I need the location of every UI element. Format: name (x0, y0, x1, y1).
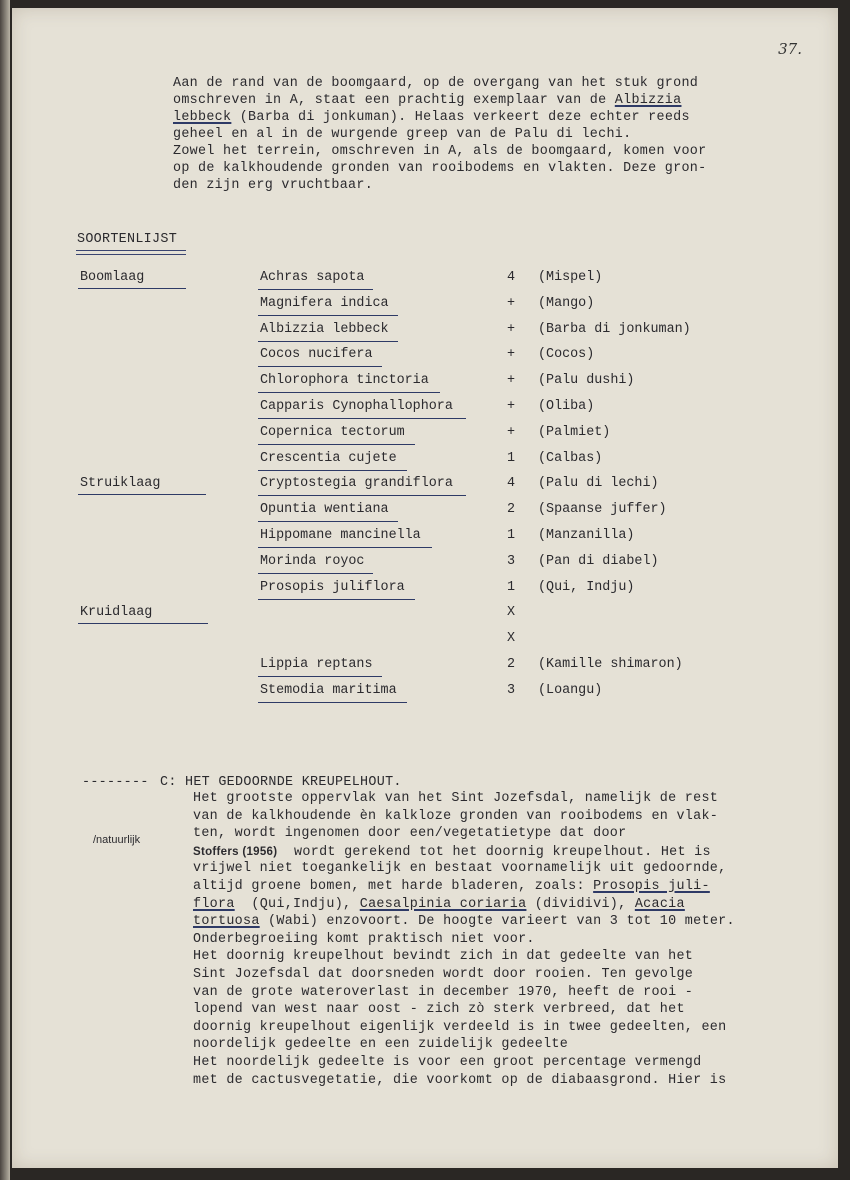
species-name: Cryptostegia grandiflora (260, 476, 453, 492)
text-line (193, 1020, 726, 1036)
species-name-underline (258, 366, 382, 367)
layer-underline (78, 288, 186, 289)
species-name-underlined: Caesalpinia coriaria (359, 896, 527, 912)
species-name-underlined: flora (193, 896, 235, 912)
layer-underline (78, 494, 206, 495)
species-name-underline (258, 289, 373, 290)
text-run: Aan de rand van de boomgaard, op de overgang van het stuk grond (173, 76, 699, 91)
text-run: op de kalkhoudende gronden van rooibodems en vlakten. Deze gron- (173, 161, 707, 176)
text-line (193, 844, 711, 861)
text-run: vrijwel niet toegankelijk en bestaat voornamelijk uit gedoornde, (193, 861, 727, 877)
species-name: Albizzia lebbeck (260, 321, 389, 337)
abundance-value: 4 (506, 476, 516, 492)
abundance-value: + (506, 321, 516, 337)
species-name: Crescentia cujete (260, 450, 397, 466)
common-name: (Calbas) (538, 450, 603, 466)
species-name-underline (258, 444, 415, 445)
text-run: doornig kreupelhout eigenlijk verdeeld is in twee gedeelten, een (193, 1019, 727, 1035)
abundance-value: 1 (506, 450, 516, 466)
text-run: omschreven in A, staat een prachtig exemplaar van de (173, 93, 615, 108)
text-line (193, 932, 535, 948)
species-name-underline (258, 315, 398, 316)
text-run: Zowel het terrein, omschreven in A, als de boomgaard, komen voor (173, 144, 707, 159)
common-name: (Palmiet) (538, 424, 611, 440)
species-row (12, 683, 832, 705)
species-name: Lippia reptans (260, 657, 373, 672)
species-row (12, 580, 832, 602)
species-row (12, 347, 832, 369)
text-run: van de kalkhoudende èn kalkloze gronden van rooibodems en vlak- (193, 808, 719, 824)
abundance-value: + (506, 347, 516, 363)
text-run: met de cactusvegetatie, die voorkomt op de diabaasgrond. Hier is (193, 1072, 727, 1088)
document-page (12, 8, 838, 1168)
text-line (173, 127, 631, 143)
species-row (12, 296, 832, 318)
common-name: (Palu di lechi) (538, 476, 659, 492)
layer-label: Struiklaag (80, 476, 161, 492)
common-name: (Mango) (538, 295, 595, 311)
text-line (193, 791, 718, 807)
species-name-underline (258, 495, 466, 496)
text-run: geheel en al in de wurgende greep van de Palu di lechi. (173, 127, 632, 142)
species-row (12, 399, 832, 421)
text-line (173, 76, 698, 92)
species-name-underlined: Prosopis juli- (593, 879, 710, 894)
text-line (173, 161, 706, 177)
text-line (193, 879, 710, 895)
species-name: Stemodia maritima (260, 682, 397, 698)
common-name: (Spaanse juffer) (538, 502, 667, 518)
common-name: (Palu dushi) (538, 373, 635, 389)
abundance-value: + (506, 424, 516, 440)
species-name-underlined: Acacia (634, 896, 685, 912)
text-run: Het grootste oppervlak van het Sint Jozefsdal, namelijk de rest (193, 791, 719, 806)
abundance-value: 1 (506, 579, 516, 595)
species-name-underline (258, 702, 407, 703)
text-line (173, 144, 706, 160)
species-name: Chlorophora tinctoria (260, 373, 429, 389)
text-line (173, 178, 373, 194)
species-name-underlined: tortuosa (193, 914, 260, 930)
species-name-underline (258, 547, 432, 548)
common-name: (Pan di diabel) (538, 553, 659, 569)
text-line (193, 967, 693, 983)
text-line (173, 110, 690, 126)
text-run: den zijn erg vruchtbaar. (173, 178, 374, 193)
species-row (12, 270, 832, 292)
species-name-underline (258, 392, 440, 393)
species-name-underline (258, 573, 373, 574)
text-run: wordt gerekend tot het doornig kreupelhout. Het is (277, 844, 711, 860)
species-row (12, 322, 832, 344)
species-name-underline (258, 418, 466, 419)
abundance-value: 3 (506, 553, 516, 569)
section-title: C: HET GEDOORNDE KREUPELHOUT. (160, 775, 402, 790)
species-row (12, 425, 832, 447)
citation: Stoffers (1956) (193, 845, 278, 858)
species-row (12, 554, 832, 576)
layer-label: Boomlaag (80, 270, 145, 285)
species-row (12, 657, 832, 679)
common-name: (Mispel) (538, 270, 603, 285)
page-number: 37. (778, 40, 802, 58)
text-run: (Wabi) enzovoort. De hoogte varieert van 3 tot 10 meter. (259, 914, 735, 930)
text-line (193, 1073, 726, 1089)
text-line (193, 861, 726, 877)
species-row (12, 451, 832, 473)
species-name-underline (258, 341, 398, 342)
text-line (193, 1002, 685, 1018)
abundance-value: X (506, 631, 516, 647)
text-line (193, 1037, 568, 1053)
abundance-value: + (506, 295, 516, 311)
text-run: Het noordelijk gedeelte is voor een groot percentage vermengd (193, 1055, 702, 1070)
abundance-value: 4 (506, 270, 516, 285)
text-run: (dividivi), (526, 896, 635, 912)
text-run: (Qui,Indju), (234, 896, 360, 912)
species-name: Magnifera indica (260, 295, 389, 311)
text-line (193, 949, 693, 965)
common-name: (Oliba) (538, 399, 595, 414)
species-row (12, 502, 832, 524)
common-name: (Barba di jonkuman) (538, 321, 691, 337)
species-heading: SOORTENLIJST (77, 232, 178, 247)
text-line (193, 897, 685, 913)
species-name: Capparis Cynophallophora (260, 399, 453, 414)
text-line (173, 93, 681, 109)
text-run: Het doornig kreupelhout bevindt zich in dat gedeelte van het (193, 949, 694, 965)
common-name: (Qui, Indju) (538, 579, 635, 595)
species-name: Hippomane mancinella (260, 528, 421, 543)
species-row (12, 605, 832, 627)
species-name: Cocos nucifera (260, 347, 373, 363)
common-name: (Manzanilla) (538, 528, 635, 543)
abundance-value: 2 (506, 502, 516, 518)
section-dashes: -------- (82, 775, 149, 790)
species-heading-underline (76, 250, 186, 255)
species-name: Morinda royoc (260, 553, 365, 569)
text-run: (Barba di jonkuman). Helaas verkeert deze echter reeds (231, 110, 690, 125)
abundance-value: 1 (506, 528, 516, 543)
species-name-underlined: Albizzia (614, 93, 682, 108)
text-line (193, 1055, 701, 1071)
common-name: (Cocos) (538, 347, 595, 363)
text-line (193, 826, 626, 842)
species-name: Achras sapota (260, 270, 365, 285)
species-row (12, 528, 832, 550)
species-row (12, 476, 832, 498)
species-name-underlined: lebbeck (173, 110, 232, 125)
layer-label: Kruidlaag (80, 605, 153, 621)
species-name: Prosopis juliflora (260, 579, 405, 595)
binding-edge (0, 0, 10, 1180)
text-run: van de grote wateroverlast in december 1970, heeft de rooi - (193, 984, 694, 1000)
text-run: Sint Jozefsdal dat doorsneden wordt door rooien. Ten gevolge (193, 967, 694, 982)
species-name: Copernica tectorum (260, 424, 405, 440)
margin-note: /natuurlijk (93, 834, 141, 846)
species-name: Opuntia wentiana (260, 502, 389, 518)
text-run: altijd groene bomen, met harde bladeren, zoals: (193, 879, 594, 894)
text-run: noordelijk gedeelte en een zuidelijk gedeelte (193, 1037, 569, 1053)
abundance-value: + (506, 373, 516, 389)
species-name-underline (258, 470, 407, 471)
species-row (12, 373, 832, 395)
species-name-underline (258, 676, 382, 677)
common-name: (Kamille shimaron) (538, 657, 683, 672)
text-line (193, 809, 718, 825)
species-name-underline (258, 521, 398, 522)
abundance-value: 2 (506, 657, 516, 672)
text-line (193, 914, 735, 930)
text-run: lopend van west naar oost - zich zò sterk verbreed, dat het (193, 1002, 685, 1018)
text-run: ten, wordt ingenomen door een/vegetatietype dat door (193, 826, 627, 842)
layer-underline (78, 623, 208, 624)
abundance-value: + (506, 399, 516, 414)
abundance-value: 3 (506, 682, 516, 698)
text-line (193, 985, 693, 1001)
species-row (12, 631, 832, 653)
text-run: Onderbegroeiing komt praktisch niet voor. (193, 931, 535, 947)
species-name-underline (258, 599, 415, 600)
common-name: (Loangu) (538, 682, 603, 698)
abundance-value: X (506, 605, 516, 621)
